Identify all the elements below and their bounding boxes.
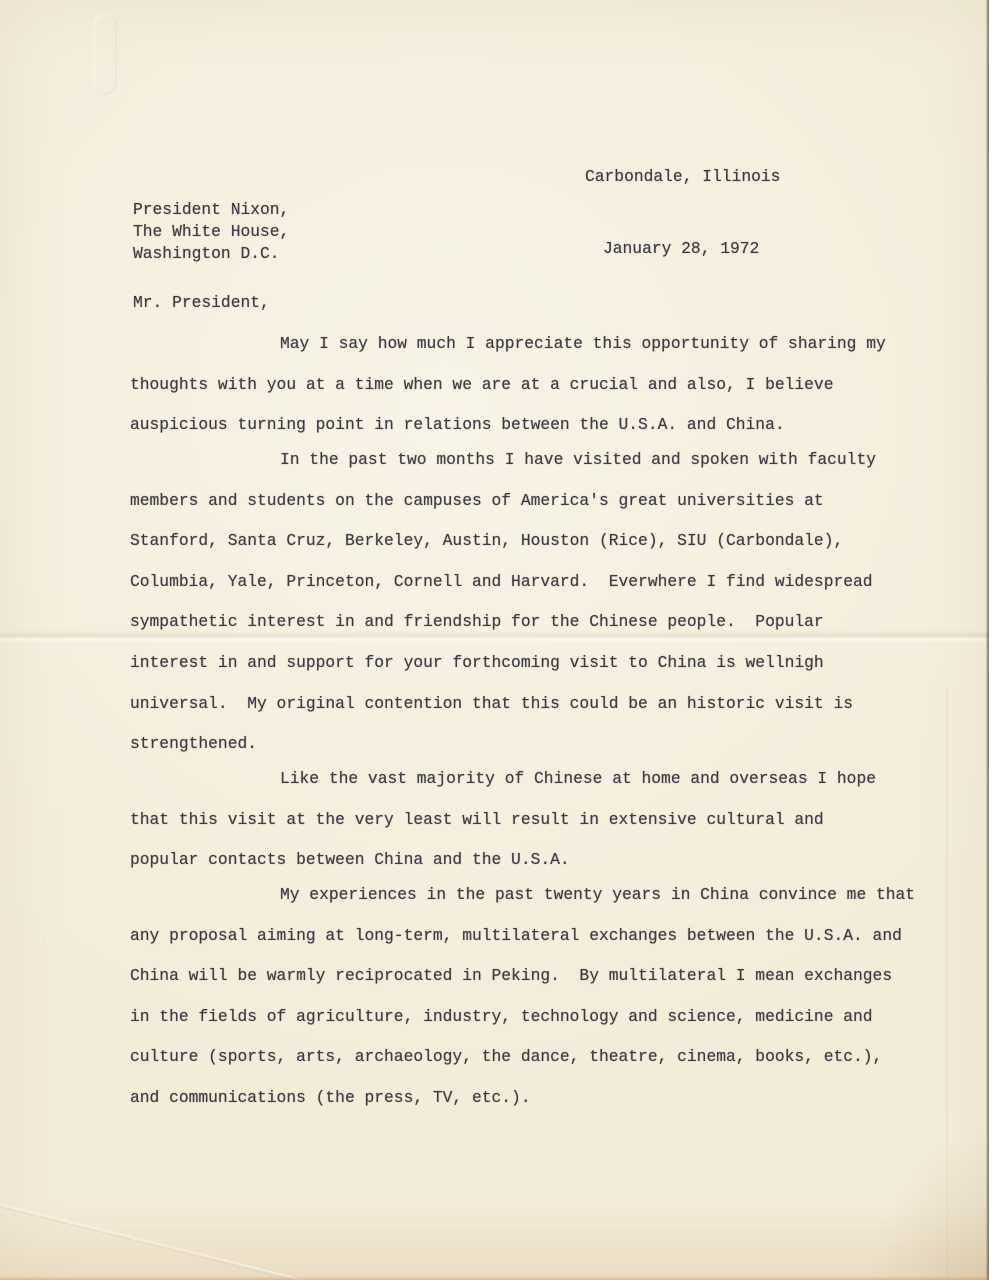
recipient-address [133,199,289,264]
letter-line: members and students on the campuses of America's great universities at [130,490,824,510]
paragraph [130,759,930,881]
letter-line: culture (sports, arts, archaeology, the dance, theatre, cinema, books, etc.), [130,1047,883,1067]
paragraph [130,875,930,1119]
letter-line: Columbia, Yale, Princeton, Cornell and Harvard. Everwhere I find widespread [130,571,873,591]
letter-line: in the fields of agriculture, industry, technology and science, medicine and [130,1006,873,1026]
letter-line: that this visit at the very least will result in extensive cultural and [130,809,824,829]
letter-line: Stanford, Santa Cruz, Berkeley, Austin, Houston (Rice), SIU (Carbondale), [130,531,844,551]
letter-line: thoughts with you at a time when we are at a crucial and also, I believe [130,374,834,394]
letter-line: auspicious turning point in relations between the U.S.A. and China. [130,415,785,435]
letter-line: sympathetic interest in and friendship for the Chinese people. Popular [130,612,824,632]
fold-crease-bottom-left [0,1196,378,1280]
letter-line: China will be warmly reciprocated in Peking. By multilateral I mean exchanges [130,966,893,986]
corner-shade-bottom-right [869,1130,989,1280]
salutation: Mr. President, [133,293,270,312]
letter-line: universal. My original contention that this could be an historic visit is [130,693,854,713]
letter-line: My experiences in the past twenty years in China convince me that [280,884,916,904]
letter-line: strengthened. [130,734,258,754]
address-line: Washington D.C. [133,243,280,263]
paragraph [130,440,930,765]
letter-line: In the past two months I have visited and spoken with faculty [280,449,876,469]
paragraph [130,324,930,446]
letter-line: Like the vast majority of Chinese at home and overseas I hope [280,768,876,788]
letter-line: interest in and support for your forthcoming visit to China is wellnigh [130,652,824,672]
letter-line: any proposal aiming at long-term, multilateral exchanges between the U.S.A. and [130,925,902,945]
letter-body [130,324,930,1118]
letter-line: popular contacts between China and the U.S.A. [130,850,570,870]
dateline-place: Carbondale, Illinois [585,167,781,186]
letter-line: May I say how much I appreciate this opportunity of sharing my [280,334,886,353]
dateline [585,117,780,309]
address-line: President Nixon, [133,200,290,219]
paper-edge-bottom [0,1276,989,1280]
letter-line: and communications (the press, TV, etc.). [130,1087,531,1107]
paperclip-indent-mark [93,13,117,95]
dateline-date: January 28, 1972 [603,239,760,258]
address-line: The White House, [133,221,290,241]
